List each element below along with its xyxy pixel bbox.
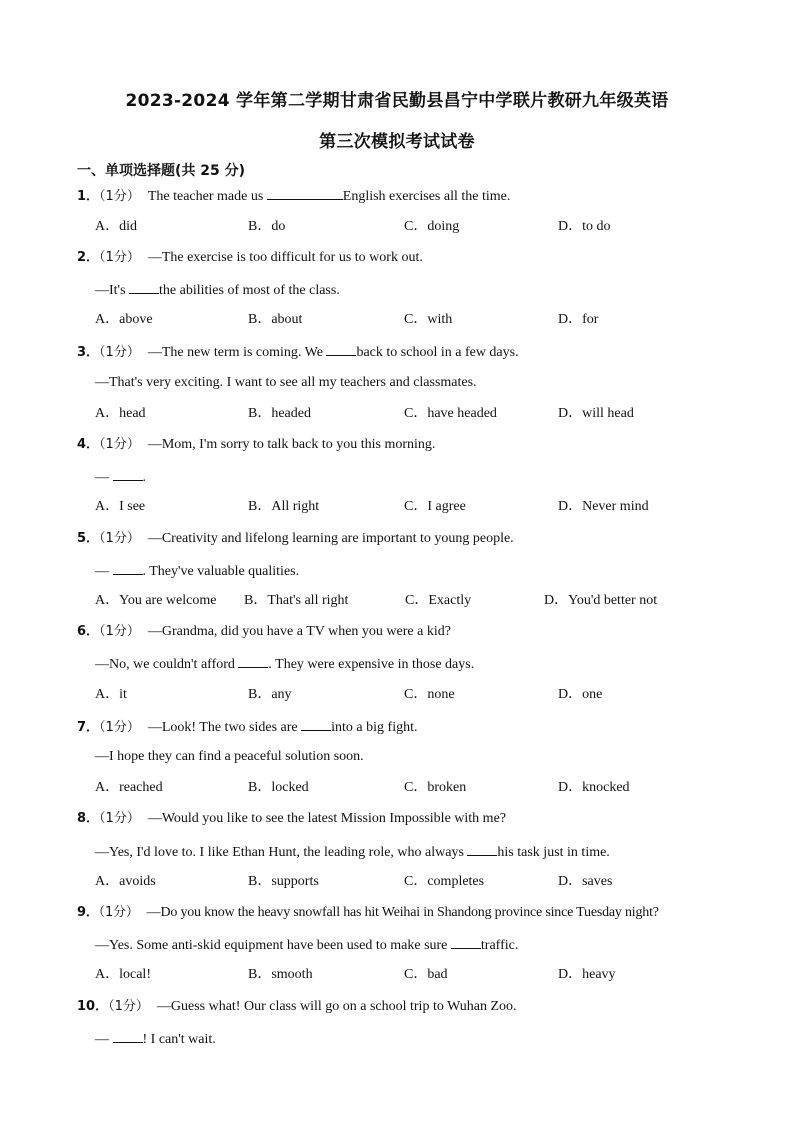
option-d: D．for [558,312,599,327]
option-c: C．broken [404,780,467,795]
option-a: A．it [95,687,127,702]
answer-blank [113,467,143,481]
option-b: B．headed [248,406,311,421]
answer-blank [113,561,143,575]
option-c: C．bad [404,967,448,982]
question-3-reply: —That's very exciting. I want to see all my teachers and classmates. [95,375,477,390]
option-b: B．about [248,312,303,327]
question-number: 5． [77,531,100,546]
question-5-stem: 5．（1分） —Creativity and lifelong learning are important to young people. [77,531,514,546]
question-number: 6． [77,624,100,639]
question-score: （1分） [99,531,140,546]
option-c: C．doing [404,219,460,234]
question-score: （1分） [99,437,140,452]
question-score: （1分） [99,811,140,826]
question-number: 9． [77,905,99,920]
option-c: C．with [404,312,453,327]
question-6-stem: 6．（1分） —Grandma, did you have a TV when you were a kid? [77,624,451,639]
option-d: D．Never mind [558,499,649,514]
option-d: D．will head [558,406,634,421]
option-b: B．smooth [248,967,313,982]
section-title: 一、单项选择题(共 25 分) [77,163,246,179]
question-score: （1分） [99,720,140,735]
option-d: D．one [558,687,603,702]
option-a: A．head [95,406,146,421]
question-10-reply: — ! I can't wait. [95,1029,216,1049]
option-d: D．You'd better not [544,593,658,608]
question-score: （1分） [98,905,139,920]
option-a: A．above [95,312,153,327]
question-score: （1分） [108,999,149,1014]
question-number: 3． [77,345,100,360]
option-b: B．locked [248,780,309,795]
answer-blank [301,717,331,731]
question-7-reply: —I hope they can find a peaceful solution soon. [95,749,364,764]
question-number: 7． [77,720,100,735]
question-9-reply: —Yes. Some anti-skid equipment have been used to make sure traffic. [95,935,518,955]
option-d: D．to do [558,219,611,234]
option-b: B．That's all right [244,593,349,608]
question-5-reply: — . They've valuable qualities. [95,561,299,581]
option-d: D．heavy [558,967,616,982]
option-c: C．completes [404,874,485,889]
question-4-reply: — . [95,467,146,487]
option-d: D．saves [558,874,613,889]
option-c: C．Exactly [405,593,472,608]
answer-blank [238,654,268,668]
question-7-stem: 7．（1分） —Look! The two sides are into a big fight. [77,717,417,737]
option-c: C．I agree [404,499,466,514]
option-d: D．knocked [558,780,630,795]
exam-title-line1: 2023-2024 学年第二学期甘肃省民勤县昌宁中学联片教研九年级英语 [125,91,669,111]
question-8-reply: —Yes, I'd love to. I like Ethan Hunt, the leading role, who always his task just in time. [95,842,610,862]
answer-blank [326,342,356,356]
question-4-stem: 4．（1分） —Mom, I'm sorry to talk back to you this morning. [77,437,436,452]
question-score: （1分） [99,189,140,204]
option-b: B．All right [248,499,320,514]
answer-blank [267,186,343,200]
question-number: 8． [77,811,100,826]
question-number: 2． [77,250,100,265]
question-6-reply: —No, we couldn't afford . They were expensive in those days. [95,654,474,674]
answer-blank [467,842,497,856]
option-b: B．supports [248,874,319,889]
question-10-stem: 10．（1分） —Guess what! Our class will go on a school trip to Wuhan Zoo. [77,999,517,1014]
question-number: 1． [77,189,100,204]
question-score: （1分） [99,250,140,265]
answer-blank [129,280,159,294]
question-score: （1分） [99,624,140,639]
question-number: 10． [77,999,109,1014]
option-a: A．avoids [95,874,156,889]
question-8-stem: 8．（1分） —Would you like to see the latest Mission Impossible with me? [77,811,506,826]
option-c: C．none [404,687,455,702]
option-a: A．You are welcome [95,593,217,608]
question-3-stem: 3．（1分） —The new term is coming. We back to school in a few days. [77,342,519,362]
question-number: 4． [77,437,100,452]
option-a: A．I see [95,499,146,514]
option-a: A．reached [95,780,163,795]
question-1-stem: 1．（1分） The teacher made us English exercises all the time. [77,186,510,206]
answer-blank [113,1029,143,1043]
option-b: B．any [248,687,292,702]
option-a: A．did [95,219,137,234]
question-2-stem: 2．（1分） —The exercise is too difficult for us to work out. [77,250,423,265]
question-score: （1分） [99,345,140,360]
exam-title-line2: 第三次模拟考试试卷 [319,132,475,152]
option-b: B．do [248,219,286,234]
option-c: C．have headed [404,406,497,421]
answer-blank [451,935,481,949]
option-a: A．local! [95,967,151,982]
question-2-reply: —It's the abilities of most of the class. [95,280,340,300]
question-9-stem: 9．（1分） —Do you know the heavy snowfall has hit Weihai in Shandong province since Tuesday night? [77,905,659,920]
